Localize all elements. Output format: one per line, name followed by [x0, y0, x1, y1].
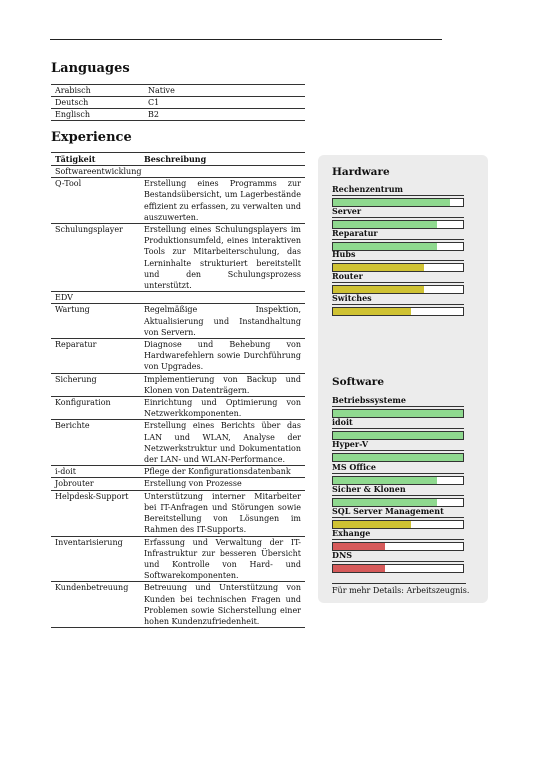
experience-row [51, 339, 305, 374]
languages-table [51, 84, 305, 121]
description: Pflege der Konfigurationsdatenbank [144, 467, 291, 477]
skill-name: Reparatur [332, 228, 464, 240]
skill-item [332, 506, 464, 529]
skill-item [332, 271, 464, 294]
description [144, 166, 305, 177]
skill-bar-fill [333, 432, 463, 439]
skill-item [332, 184, 464, 207]
experience-row [51, 178, 305, 224]
skill-name: DNS [332, 550, 464, 562]
experience-row [51, 478, 305, 490]
skill-bar-fill [333, 477, 437, 484]
skill-name: Betriebssysteme [332, 395, 464, 407]
skill-bar-fill [333, 410, 463, 417]
skill-bar [332, 564, 464, 573]
description: Implementierung von Backup und Klonen von Datenträgern. [144, 374, 301, 395]
description: Erstellung eines Programms zur Bestandsübersicht, um Lagerbestände effizient zu erfassen, zu verwalten und auszuwerten. [144, 179, 302, 222]
language-row [51, 84, 305, 97]
activity: Konfiguration [55, 398, 111, 408]
language-level: Native [148, 86, 175, 95]
description: Betreuung und Unterstützung von Kunden bei technischen Fragen und Problemen sowie Sicherstellung einer hohen Kundenzufriedenheit. [144, 583, 301, 626]
skill-name: idoit [332, 417, 464, 429]
activity: Reparatur [55, 340, 97, 350]
skill-bar-fill [333, 499, 437, 506]
description: Erfassung und Verwaltung der IT-Infrastruktur zur besseren Übersicht und Kontrolle von Hard- und Softwarekomponenten. [144, 537, 301, 581]
language-row [51, 97, 305, 109]
skill-item [332, 395, 464, 418]
language-name: Englisch [55, 110, 90, 119]
activity: Berichte [55, 421, 90, 431]
description: Diagnose und Behebung von Hardwarefehlern sowie Durchführung von Upgrades. [144, 340, 301, 372]
activity: Helpdesk-Support [55, 491, 129, 501]
activity: Softwareentwicklung [55, 167, 142, 176]
description [144, 292, 305, 303]
activity: EDV [55, 293, 73, 303]
languages-heading: Languages [51, 61, 130, 76]
activity: Schulungsplayer [55, 225, 123, 235]
language-level: C1 [148, 98, 160, 107]
skill-name: Router [332, 271, 464, 283]
experience-row [51, 491, 305, 537]
top-rule [50, 39, 442, 40]
skill-name: Hubs [332, 249, 464, 261]
software-heading: Software [332, 376, 385, 388]
skill-bar-fill [333, 543, 385, 550]
experience-heading: Experience [51, 130, 132, 145]
skill-name: Switches [332, 293, 464, 305]
activity: Q-Tool [55, 179, 82, 189]
sidebar-footer-note: Für mehr Details: Arbeitszeugnis. [332, 586, 470, 595]
language-level: B2 [148, 110, 159, 119]
activity: Sicherung [55, 374, 97, 384]
skill-name: Server [332, 206, 464, 218]
activity: i-doit [55, 467, 76, 477]
header-activity: Tätigkeit [55, 154, 96, 164]
experience-row [51, 397, 305, 420]
skill-name: Rechenzentrum [332, 184, 464, 196]
skill-bar [332, 307, 464, 316]
skill-name: SQL Server Management [332, 506, 464, 518]
language-row [51, 109, 305, 121]
skill-bar-fill [333, 454, 463, 461]
experience-row [51, 466, 305, 478]
experience-row [51, 166, 305, 178]
skill-item [332, 417, 464, 440]
skill-name: Hyper-V [332, 439, 464, 451]
header-description: Beschreibung [144, 154, 207, 164]
description: Erstellung von Prozesse [144, 479, 242, 489]
activity: Inventarisierung [55, 537, 123, 547]
description: Unterstützung interner Mitarbeiter bei IT-Anfragen und Störungen sowie Bereitstellung von Lösungen im Rahmen des IT-Supports. [144, 491, 301, 535]
language-name: Arabisch [55, 86, 91, 95]
description: Erstellung eines Berichts über das LAN und WLAN, Analyse der Netzwerkstruktur und Dokumentation der LAN- und WLAN-Performance. [144, 421, 301, 465]
experience-row [51, 537, 305, 583]
skill-item [332, 249, 464, 272]
skill-name: Exhange [332, 528, 464, 540]
experience-row [51, 304, 305, 339]
skill-bar-fill [333, 565, 385, 572]
skill-item [332, 528, 464, 551]
skill-item [332, 439, 464, 462]
skill-item [332, 206, 464, 229]
skill-name: Sicher & Klonen [332, 484, 464, 496]
skill-item [332, 484, 464, 507]
experience-row [51, 582, 305, 628]
skill-bar-fill [333, 521, 411, 528]
activity: Kundenbetreuung [55, 583, 129, 593]
skill-item [332, 293, 464, 316]
skill-item [332, 228, 464, 251]
skills-sidebar [318, 155, 488, 603]
experience-row [51, 420, 305, 466]
skill-name: MS Office [332, 462, 464, 474]
hardware-heading: Hardware [332, 166, 390, 178]
skill-item [332, 550, 464, 573]
experience-row [51, 292, 305, 304]
experience-rows [51, 166, 305, 628]
experience-header [51, 152, 305, 166]
activity: Wartung [55, 305, 90, 315]
description: Regelmäßige Inspektion, Aktualisierung und Instandhaltung von Servern. [144, 305, 301, 337]
skill-item [332, 462, 464, 485]
language-name: Deutsch [55, 98, 89, 107]
description: Erstellung eines Schulungsplayers im Produktionsumfeld, eines interaktiven Tools zur Mitarbeiterschulung, das Lerninhalte strukturiert bereitstellt und den Schulungsprozess unterstützt. [144, 225, 301, 291]
skill-bar-fill [333, 308, 411, 315]
experience-row [51, 224, 305, 292]
experience-table [51, 152, 305, 628]
description: Einrichtung und Optimierung von Netzwerkkomponenten. [144, 398, 301, 419]
activity: Jobrouter [55, 479, 94, 489]
sidebar-footer-rule [332, 583, 466, 584]
experience-row [51, 374, 305, 397]
